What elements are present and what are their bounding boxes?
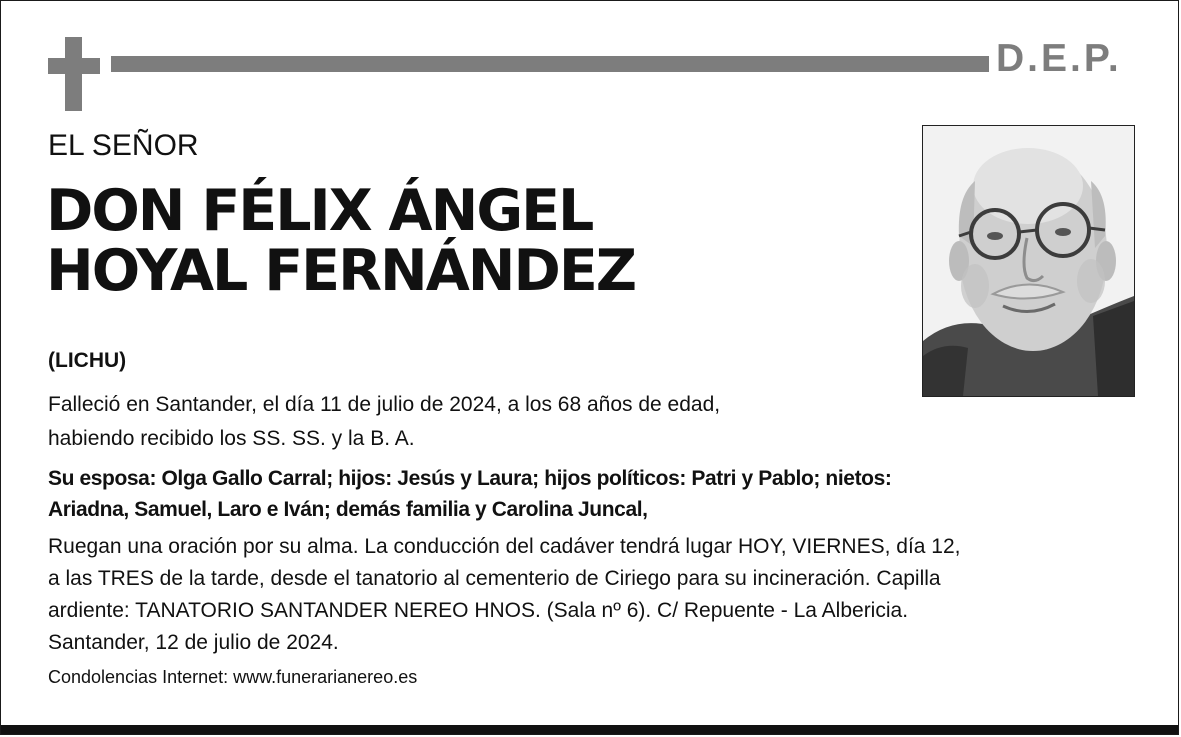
name-line-2: HOYAL FERNÁNDEZ — [46, 238, 636, 304]
nickname: (LICHU) — [48, 349, 127, 372]
family-line-1: Su esposa: Olga Gallo Carral; hijos: Jesús y Laura; hijos políticos: Patri y Pablo; nietos: — [48, 467, 892, 490]
name-line-1: DON FÉLIX ÁNGEL — [46, 178, 593, 244]
service-details — [48, 531, 961, 627]
service-line-1: Ruegan una oración por su alma. La conducción del cadáver tendrá lugar HOY, VIERNES, día 12, — [48, 535, 961, 558]
dep-label: D.E.P. — [996, 37, 1122, 80]
header-rule — [111, 56, 989, 72]
honorific-title: EL SEÑOR — [48, 129, 199, 162]
cross-icon — [48, 37, 100, 111]
place-and-date: Santander, 12 de julio de 2024. — [48, 631, 339, 654]
death-line-1: Falleció en Santander, el día 11 de julio de 2024, a los 68 años de edad, — [48, 393, 721, 416]
service-line-3: ardiente: TANATORIO SANTANDER NEREO HNOS. (Sala nº 6). C/ Repuente - La Albericia. — [48, 599, 909, 622]
portrait-image — [923, 126, 1134, 396]
death-line-2: habiendo recibido los SS. SS. y la B. A. — [48, 427, 415, 450]
family-list — [48, 463, 891, 525]
bottom-rule — [1, 725, 1178, 734]
service-line-2: a las TRES de la tarde, desde el tanatorio al cementerio de Ciriego para su incineración. Capilla — [48, 567, 941, 590]
family-line-2: Ariadna, Samuel, Laro e Iván; demás familia y Carolina Juncal, — [48, 498, 648, 521]
portrait-photo — [922, 125, 1135, 397]
death-statement — [48, 388, 720, 456]
condolences-link[interactable]: Condolencias Internet: www.funerarianereo.es — [48, 667, 418, 687]
deceased-name — [46, 178, 636, 304]
